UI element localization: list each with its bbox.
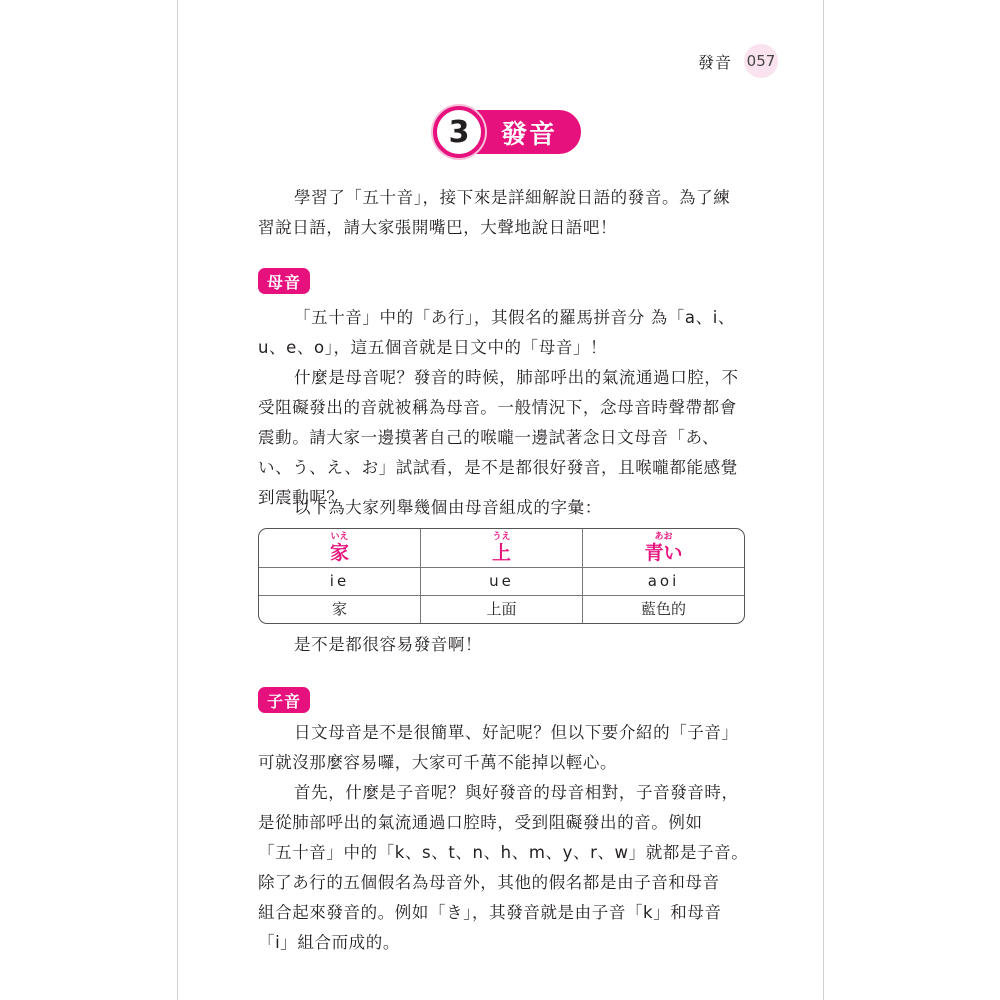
- meaning-cell: 上面: [420, 596, 582, 623]
- section-label-consonants: 子音: [258, 687, 310, 713]
- table-row-romaji: [259, 567, 744, 595]
- romaji-cell: aoi: [582, 568, 744, 595]
- table-row-kanji: [259, 529, 744, 567]
- vowels-closing: [258, 630, 746, 660]
- meaning-cell: 藍色的: [582, 596, 744, 623]
- text-line: 日文母音是不是很簡單、好記呢？但以下要介紹的「子音」: [294, 723, 739, 742]
- text-line: 是從肺部呼出的氣流通過口腔時，受到阻礙發出的音。例如: [258, 813, 703, 832]
- text-line: 「五十音」中的「k、s、t、n、h、m、y、r、w」就都是子音。: [258, 843, 749, 862]
- vowels-paragraph-2: [258, 363, 746, 513]
- intro-paragraph: [258, 183, 746, 243]
- vowels-paragraph-3: [258, 493, 746, 523]
- running-header: [698, 44, 778, 78]
- text-line: 什麼是母音呢？發音的時候，肺部呼出的氣流通過口腔，不: [294, 368, 739, 387]
- furigana: いえ: [330, 532, 349, 542]
- page-number: 057: [744, 44, 778, 78]
- text-line: 以下為大家列舉幾個由母音組成的字彙：: [294, 498, 602, 517]
- vocab-word: 家: [329, 542, 349, 564]
- text-line: い、う、え、お」試試看，是不是都很好發音，且喉嚨都能感覺: [258, 458, 738, 477]
- consonants-paragraph-2: [258, 778, 749, 958]
- furigana: うえ: [492, 532, 511, 542]
- text-line: 可就沒那麼容易囉，大家可千萬不能掉以輕心。: [258, 753, 618, 772]
- text-line: 組合起來發音的。例如「き」，其發音就是由子音「k」和母音: [258, 903, 722, 922]
- romaji-cell: ie: [329, 572, 350, 590]
- text-line: 習說日語，請大家張開嘴巴，大聲地說日語吧！: [258, 218, 618, 237]
- table-row-meaning: [259, 595, 744, 623]
- vocab-word: 青い: [644, 542, 683, 564]
- text-line: 首先，什麼是子音呢？與好發音的母音相對，子音發音時，: [294, 783, 739, 802]
- text-line: 「五十音」中的「あ行」，其假名的羅馬拼音分 為「a、i、: [294, 308, 735, 327]
- text-line: 到震動呢？: [258, 488, 344, 507]
- vowels-paragraph-1: [258, 303, 746, 363]
- text-line: u、e、o」，這五個音就是日文中的「母音」！: [258, 338, 608, 357]
- vowel-vocabulary-table: [258, 528, 745, 624]
- table-cell: [420, 529, 582, 567]
- romaji-cell: ue: [420, 568, 582, 595]
- consonants-paragraph-1: [258, 718, 746, 778]
- table-cell: [582, 529, 744, 567]
- meaning-cell: 家: [331, 600, 347, 618]
- chapter-number: 3: [433, 106, 485, 158]
- furigana: あお: [654, 532, 673, 542]
- text-line: 震動。請大家一邊摸著自己的喉嚨一邊試著念日文母音「あ、: [258, 428, 720, 447]
- book-page: [177, 0, 824, 1000]
- text-line: 是不是都很容易發音啊！: [294, 635, 483, 654]
- table-cell: [259, 529, 420, 567]
- section-label-vowels: 母音: [258, 268, 310, 294]
- text-line: 學習了「五十音」，接下來是詳細解說日語的發音。為了練: [294, 188, 731, 207]
- text-line: 「i」組合而成的。: [258, 933, 400, 952]
- text-line: 除了あ行的五個假名為母音外，其他的假名都是由子音和母音: [258, 873, 720, 892]
- header-section-title: 發音: [697, 52, 732, 72]
- text-line: 受阻礙發出的音就被稱為母音。一般情況下，念母音時聲帶都會: [258, 398, 737, 417]
- chapter-title: 發音: [461, 110, 581, 154]
- vocab-word: 上: [491, 542, 511, 564]
